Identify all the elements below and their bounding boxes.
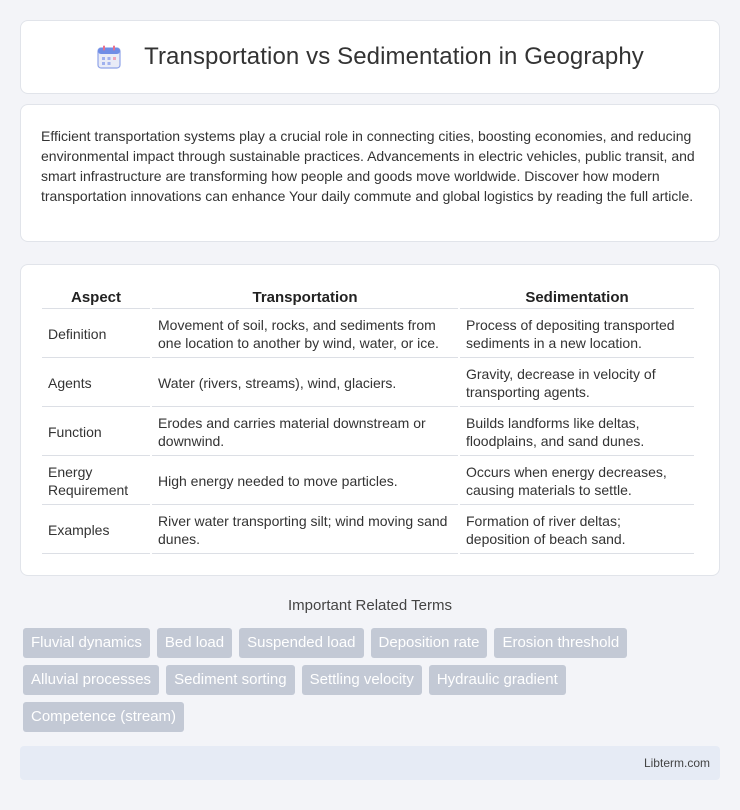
term-tag[interactable]: Fluvial dynamics xyxy=(23,628,150,658)
term-tag[interactable]: Sediment sorting xyxy=(166,665,295,695)
column-header-transportation: Transportation xyxy=(152,285,458,309)
table-row xyxy=(42,358,694,407)
table-row xyxy=(42,505,694,554)
row-sedimentation: Formation of river deltas; deposition of beach sand. xyxy=(460,505,694,554)
term-tag[interactable]: Bed load xyxy=(157,628,232,658)
row-transportation: Water (rivers, streams), wind, glaciers. xyxy=(152,358,458,407)
intro-card xyxy=(20,104,720,242)
comparison-card xyxy=(20,264,720,576)
column-header-aspect: Aspect xyxy=(42,285,150,309)
row-aspect: Agents xyxy=(42,358,150,407)
footer-site-link[interactable]: Libterm.com xyxy=(643,756,710,770)
title-card xyxy=(20,20,720,94)
table-row xyxy=(42,309,694,358)
calendar-icon xyxy=(96,44,122,70)
comparison-table xyxy=(40,285,696,554)
table-row xyxy=(42,407,694,456)
table-header-row xyxy=(42,285,694,309)
row-transportation: High energy needed to move particles. xyxy=(152,456,458,505)
row-transportation: Movement of soil, rocks, and sediments from one location to another by wind, water, or ice. xyxy=(152,309,458,358)
intro-paragraph: Efficient transportation systems play a crucial role in connecting cities, boosting economies, and reducing environmental impact through sustainable practices. Advancements in electric vehicles, public transit, and smart infrastructure are transforming how people and goods move worldwide. Discover how modern transportation innovations can enhance Your daily commute and global logistics by reading the full article. xyxy=(41,128,695,204)
row-aspect: Function xyxy=(42,407,150,456)
related-terms-heading: Important Related Terms xyxy=(288,597,452,614)
row-aspect: Definition xyxy=(42,309,150,358)
page-title: Transportation vs Sedimentation in Geography xyxy=(144,43,644,70)
term-tag[interactable]: Hydraulic gradient xyxy=(429,665,566,695)
title-row xyxy=(96,43,644,71)
row-aspect: Energy Requirement xyxy=(42,456,150,505)
row-transportation: River water transporting silt; wind moving sand dunes. xyxy=(152,505,458,554)
term-tag[interactable]: Suspended load xyxy=(239,628,363,658)
term-tag[interactable]: Deposition rate xyxy=(371,628,488,658)
term-tag[interactable]: Settling velocity xyxy=(302,665,422,695)
term-tag[interactable]: Competence (stream) xyxy=(23,702,184,732)
term-tag[interactable]: Alluvial processes xyxy=(23,665,159,695)
related-terms-list xyxy=(23,628,723,732)
row-sedimentation: Process of depositing transported sediments in a new location. xyxy=(460,309,694,358)
column-header-sedimentation: Sedimentation xyxy=(460,285,694,309)
row-sedimentation: Gravity, decrease in velocity of transporting agents. xyxy=(460,358,694,407)
row-aspect: Examples xyxy=(42,505,150,554)
footer xyxy=(20,746,720,780)
term-tag[interactable]: Erosion threshold xyxy=(494,628,627,658)
row-sedimentation: Builds landforms like deltas, floodplains, and sand dunes. xyxy=(460,407,694,456)
table-row xyxy=(42,456,694,505)
row-sedimentation: Occurs when energy decreases, causing materials to settle. xyxy=(460,456,694,505)
row-transportation: Erodes and carries material downstream or downwind. xyxy=(152,407,458,456)
